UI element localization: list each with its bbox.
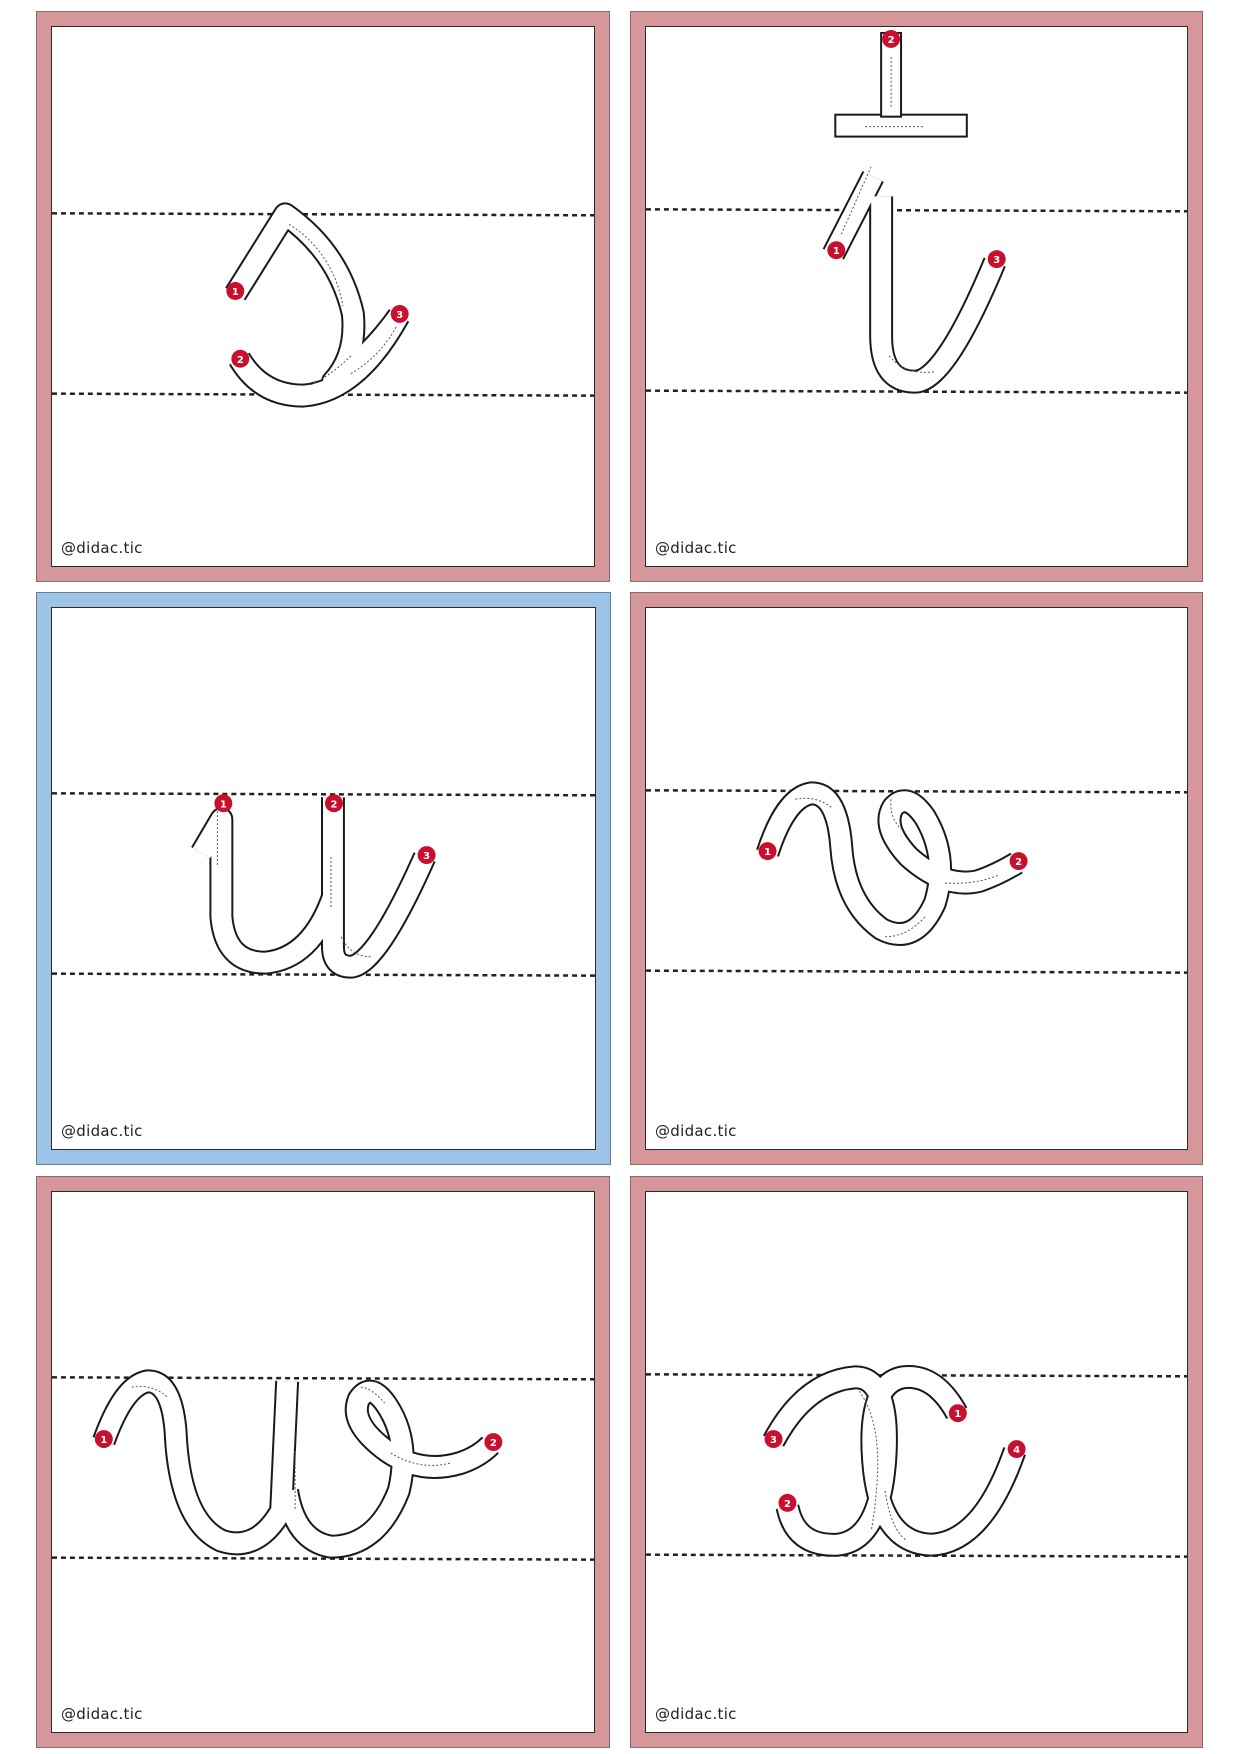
svg-text:4: 4 xyxy=(1013,1445,1021,1457)
svg-text:2: 2 xyxy=(784,1498,791,1510)
letter-w-tracing xyxy=(52,1192,594,1732)
stroke-path xyxy=(104,1381,491,1546)
svg-text:1: 1 xyxy=(764,847,772,859)
letter-u-tracing xyxy=(52,608,595,1149)
card-panel xyxy=(645,26,1188,567)
badge-2 xyxy=(882,30,900,48)
svg-text:1: 1 xyxy=(219,799,227,811)
svg-text:2: 2 xyxy=(887,34,895,46)
svg-text:3: 3 xyxy=(396,309,404,321)
card-letter-t xyxy=(630,11,1203,582)
card-letter-w xyxy=(36,1176,610,1748)
credit-label: @didac.tic xyxy=(655,1122,737,1140)
badge-2 xyxy=(1010,852,1028,870)
badge-3 xyxy=(418,846,436,864)
svg-text:2: 2 xyxy=(489,1438,497,1450)
svg-text:1: 1 xyxy=(832,246,840,258)
guide-line-top xyxy=(52,793,595,795)
stroke-path xyxy=(833,33,994,382)
badge-1 xyxy=(214,794,232,812)
credit-label: @didac.tic xyxy=(61,539,143,557)
svg-text:1: 1 xyxy=(231,287,239,299)
badge-4 xyxy=(1008,1440,1026,1458)
badge-1 xyxy=(95,1430,113,1448)
guide-line-bottom xyxy=(646,971,1187,973)
stroke-path xyxy=(768,793,1017,936)
letter-t-tracing xyxy=(646,27,1187,566)
credit-label: @didac.tic xyxy=(61,1122,143,1140)
svg-text:3: 3 xyxy=(993,255,1001,267)
guide-line-bottom xyxy=(52,974,595,976)
svg-text:3: 3 xyxy=(423,851,431,863)
badge-1 xyxy=(949,1404,967,1422)
guide-line-top xyxy=(52,213,594,215)
guide-line-top xyxy=(646,790,1187,792)
svg-text:2: 2 xyxy=(330,799,338,811)
badge-1 xyxy=(226,282,244,300)
badge-3 xyxy=(391,305,409,323)
badge-2 xyxy=(325,794,343,812)
stroke-path xyxy=(235,214,398,395)
card-letter-r xyxy=(36,11,610,582)
badge-1 xyxy=(759,842,777,860)
card-panel xyxy=(645,1191,1188,1733)
guide-line-bottom xyxy=(646,1555,1187,1557)
badge-2 xyxy=(779,1494,797,1512)
stroke-path xyxy=(201,797,424,966)
badge-1 xyxy=(827,241,845,259)
svg-text:2: 2 xyxy=(236,354,244,366)
svg-text:1: 1 xyxy=(100,1435,108,1447)
card-panel xyxy=(51,26,595,567)
svg-text:3: 3 xyxy=(770,1435,777,1447)
badge-3 xyxy=(765,1430,783,1448)
svg-text:2: 2 xyxy=(1015,857,1023,869)
badge-2 xyxy=(484,1433,502,1451)
letter-v-tracing xyxy=(646,608,1187,1149)
card-letter-x xyxy=(630,1176,1203,1748)
card-panel xyxy=(51,1191,595,1733)
card-panel xyxy=(645,607,1188,1150)
credit-label: @didac.tic xyxy=(655,1705,737,1723)
credit-label: @didac.tic xyxy=(61,1705,143,1723)
badge-3 xyxy=(988,250,1006,268)
guide-line-bottom xyxy=(52,1558,594,1560)
card-panel xyxy=(51,607,596,1150)
guide-line-top xyxy=(646,209,1187,211)
credit-label: @didac.tic xyxy=(655,539,737,557)
letter-r-tracing xyxy=(52,27,594,566)
card-letter-v xyxy=(630,592,1203,1165)
svg-text:1: 1 xyxy=(954,1409,962,1421)
letter-x-tracing xyxy=(646,1192,1187,1732)
card-letter-u xyxy=(36,592,611,1165)
badge-2 xyxy=(231,350,249,368)
stroke-path xyxy=(774,1377,1015,1545)
